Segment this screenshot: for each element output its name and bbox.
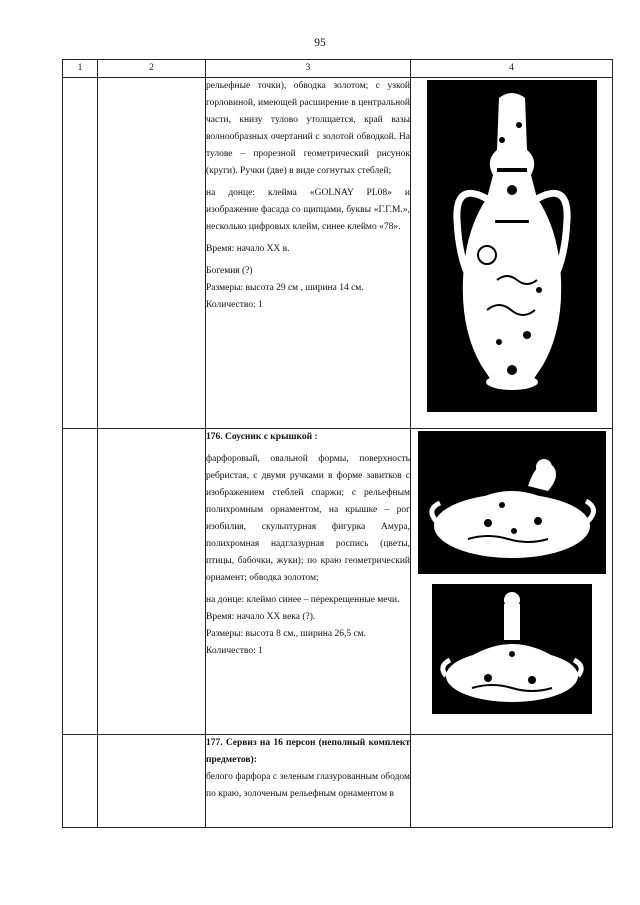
vase-photo [427,80,597,412]
header-row [63,60,613,78]
cell-image [411,735,613,828]
catalog-table [62,59,613,828]
table-row [63,429,613,735]
header-cell-1: 1 [63,60,98,78]
cell-number [63,78,98,429]
description-paragraph: рельефные точки), обводка золотом; с узкой горловиной, имеющей расширение в центральной части, книзу тулово утолщается, край вазы волнообразных очертаний с золотой обводкой. На тулове – прорезной геометрический рисунок (круги). Ручки (две) в виде согнутых стеблей; [206,81,410,176]
header-cell-4: 4 [411,60,613,78]
table-row [63,78,613,429]
description-paragraph: Богемия (?) [206,266,253,276]
description-paragraph: белого фарфора с зеленым глазурованным ободом по краю, золоченым рельефным орнаментом в [206,772,410,799]
cell-image [411,78,613,429]
description-paragraph: Размеры: высота 29 см , ширина 14 см. [206,283,364,293]
header-cell-2: 2 [98,60,206,78]
item-title: 176. Соусник с крышкой : [206,432,318,442]
description-paragraph: Размеры: высота 8 см., ширина 26,5 см. [206,629,367,639]
table-row [63,735,613,828]
cell-description [206,735,411,828]
cell-blank [98,735,206,828]
cell-images [411,429,613,735]
description-paragraph: Время: начало XX в. [206,244,290,254]
description-paragraph: Время: начало XX века (?). [206,612,316,622]
cell-blank [98,429,206,735]
description-paragraph: на донце: клейма «GOLNAY PL08» и изображение фасада со щипцами, буквы «Г.Г.М.», несколько цифровых клейм, синее клеймо «78». [206,188,410,232]
cell-number [63,429,98,735]
cell-blank [98,78,206,429]
cell-number [63,735,98,828]
cell-description [206,429,411,735]
sauceboat-photo-top [418,431,606,574]
description-paragraph: на донце: клеймо синее – перекрещенные мечи. [206,595,400,605]
description-paragraph: фарфоровый, овальной формы, поверхность ребристая, с двумя ручками в форме завитков с изображением стеблей спаржи; с рельефным полихромным орнаментом, на крышке – рог изобилия, скульптурная фигурка Амура, полихромная надглазурная роспись (цветы, птицы, бабочки, жуки); по краю геометрический орнамент; обводка золотом; [206,454,410,583]
description-paragraph: Количество: 1 [206,300,263,310]
page-number: 95 [314,37,326,49]
header-cell-3: 3 [206,60,411,78]
item-title: 177. Сервиз на 16 персон (неполный комплект предметов): [206,738,410,765]
cell-description [206,78,411,429]
description-paragraph: Количество: 1 [206,646,263,656]
sauceboat-photo-bottom [432,584,592,714]
